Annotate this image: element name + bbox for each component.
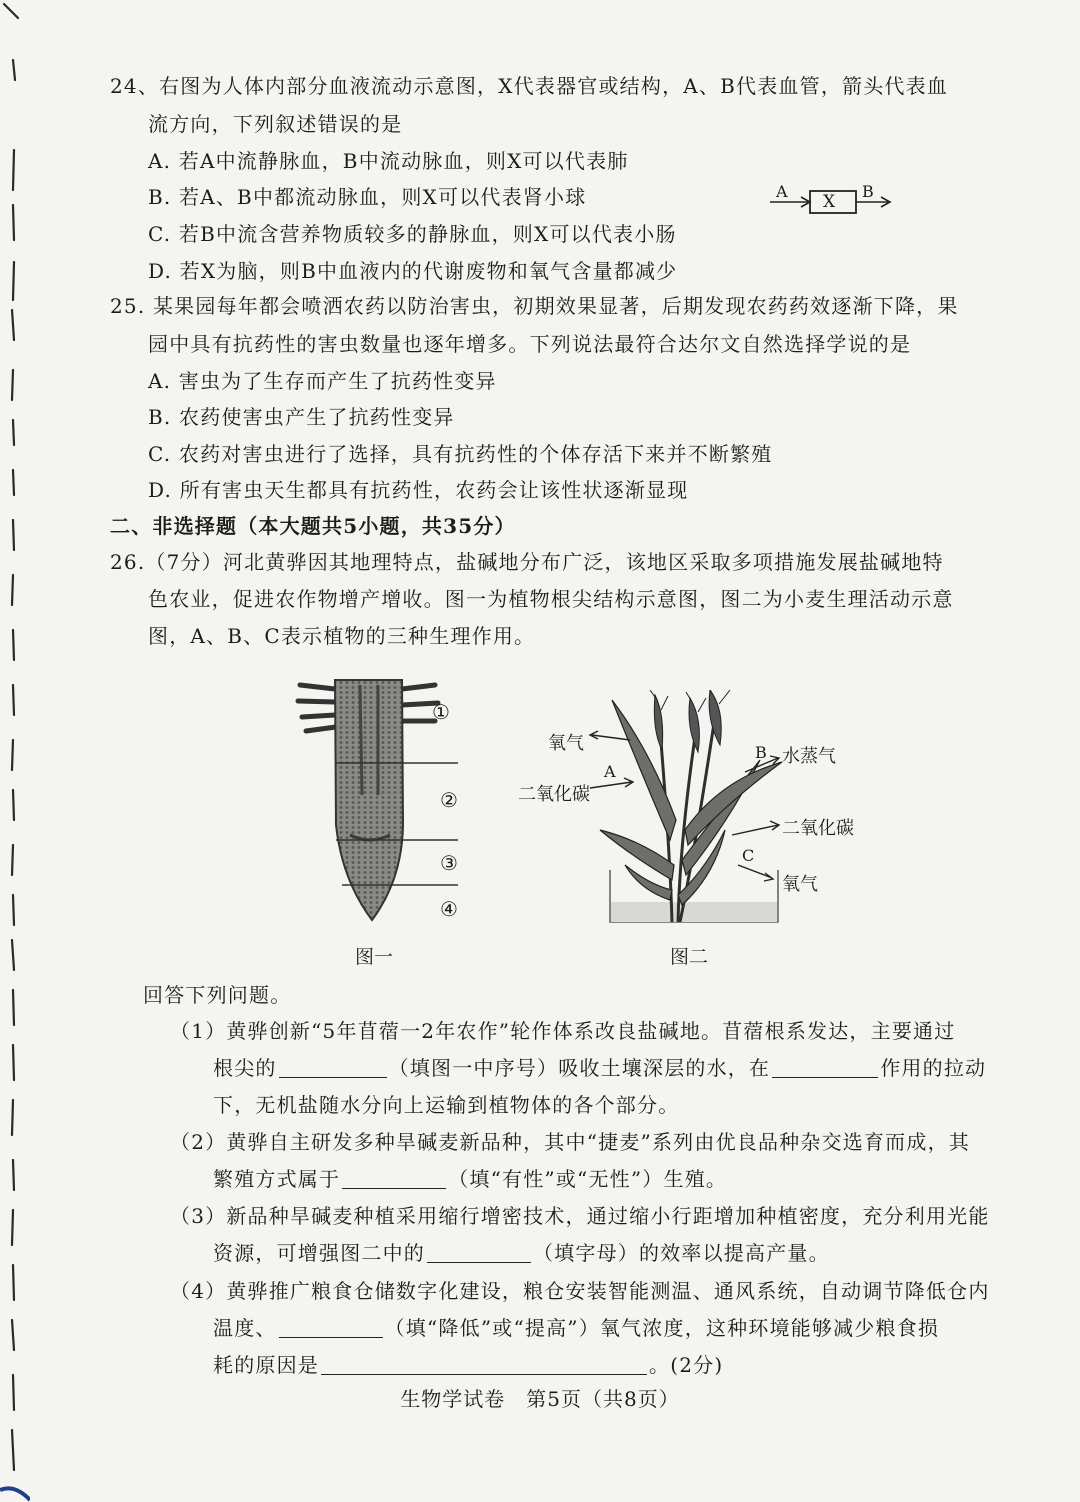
q24-stem-line1: 24、右图为人体内部分血液流动示意图，X代表器官或结构，A、B代表血管，箭头代表血 bbox=[110, 74, 949, 98]
section-heading-nonchoice: 二、非选择题（本大题共5小题，共35分） bbox=[110, 514, 516, 538]
fig2-label-c: C bbox=[742, 846, 755, 865]
diagram-label-x: X bbox=[823, 192, 836, 212]
q26-stem-line2: 色农业，促进农作物增产增收。图一为植物根尖结构示意图，图二为小麦生理活动示意 bbox=[148, 587, 954, 611]
q26-part4-line3 bbox=[213, 1351, 723, 1379]
q26-part1-text-b: （填图一中序号）吸收土壤深层的水，在 bbox=[388, 1056, 771, 1080]
figure2-caption: 图二 bbox=[670, 946, 709, 968]
q26-part2-blank[interactable] bbox=[342, 1168, 446, 1189]
fig2-label-b: B bbox=[755, 743, 767, 762]
q26-part2-text-a: 繁殖方式属于 bbox=[213, 1167, 341, 1191]
q25-stem-line1: 25. 某果园每年都会喷洒农药以防治害虫，初期效果显著，后期发现农药药效逐渐下降，果 bbox=[110, 294, 959, 318]
q26-part1-text-a: 根尖的 bbox=[213, 1056, 277, 1080]
q24-option-d: D. 若X为脑，则B中血液内的代谢废物和氧气含量都减少 bbox=[148, 259, 678, 283]
q25-stem-line2: 园中具有抗药性的害虫数量也逐年增多。下列说法最符合达尔文自然选择学说的是 bbox=[148, 332, 912, 356]
fig2-label-co2-left: 二氧化碳 bbox=[518, 784, 590, 805]
q26-part1-text-c: 作用的拉动 bbox=[880, 1056, 987, 1080]
q26-stem-line1: 26.（7分）河北黄骅因其地理特点，盐碱地分布广泛，该地区采取多项措施发展盐碱地特 bbox=[110, 550, 944, 574]
q26-part4-text-b: （填“降低”或“提高”）氧气浓度，这种环境能够减少粮食损 bbox=[384, 1316, 940, 1340]
diagram-label-b: B bbox=[862, 182, 874, 201]
q26-part1-blank-2[interactable] bbox=[772, 1057, 878, 1078]
root-zone-label-2: ② bbox=[440, 788, 458, 812]
q26-part2-text-b: （填“有性”或“无性”）生殖。 bbox=[448, 1167, 728, 1191]
q24-option-c: C. 若B中流含营养物质较多的静脉血，则X可以代表小肠 bbox=[148, 222, 677, 246]
fig2-label-water-vapor: 水蒸气 bbox=[782, 746, 836, 767]
q26-part4-line1: （4）黄骅推广粮食仓储数字化建设，粮仓安装智能测温、通风系统，自动调节降低仓内 bbox=[170, 1279, 990, 1303]
q26-part4-text-c: 耗的原因是 bbox=[213, 1353, 319, 1377]
q25-option-a: A. 害虫为了生存而产生了抗药性变异 bbox=[148, 369, 497, 393]
q26-part1-blank-1[interactable] bbox=[279, 1057, 387, 1078]
fig2-label-a: A bbox=[604, 762, 616, 781]
q26-part3-text-b: （填字母）的效率以提高产量。 bbox=[533, 1241, 830, 1265]
q24-option-b: B. 若A、B中都流动脉血，则X可以代表肾小球 bbox=[148, 185, 587, 209]
q26-part3-blank[interactable] bbox=[427, 1242, 531, 1263]
q24-stem-line2: 流方向，下列叙述错误的是 bbox=[148, 112, 403, 136]
q26-part1-line3: 下，无机盐随水分向上运输到植物体的各个部分。 bbox=[213, 1093, 680, 1117]
fig2-label-oxygen-left: 氧气 bbox=[548, 733, 584, 754]
fig2-label-oxygen-right: 氧气 bbox=[782, 874, 818, 895]
q26-part2-line1: （2）黄骅自主研发多种旱碱麦新品种，其中“捷麦”系列由优良品种杂交选育而成，其 bbox=[170, 1130, 970, 1154]
q26-part1-line1: （1）黄骅创新“5年苜蓿一2年农作”轮作体系改良盐碱地。苜蓿根系发达，主要通过 bbox=[170, 1019, 956, 1043]
q26-part4-text-d: 。(2分) bbox=[649, 1353, 724, 1377]
q25-option-d: D. 所有害虫天生都具有抗药性，农药会让该性状逐渐显现 bbox=[148, 478, 689, 502]
q26-part3-text-a: 资源，可增强图二中的 bbox=[213, 1241, 425, 1265]
q26-part2-line2 bbox=[213, 1165, 727, 1193]
q24-option-a: A. 若A中流静脉血，B中流动脉血，则X可以代表肺 bbox=[148, 149, 629, 173]
q26-part4-text-a: 温度、 bbox=[213, 1316, 277, 1340]
q26-part3-line2 bbox=[213, 1239, 830, 1267]
figure1-caption: 图一 bbox=[355, 946, 394, 968]
binding-edge-marks bbox=[0, 0, 30, 1502]
q26-part4-blank-1[interactable] bbox=[279, 1317, 383, 1338]
fig2-label-co2-right: 二氧化碳 bbox=[782, 818, 854, 839]
q25-option-c: C. 农药对害虫进行了选择，具有抗药性的个体存活下来并不断繁殖 bbox=[148, 442, 773, 466]
q25-option-b: B. 农药使害虫产生了抗药性变异 bbox=[148, 405, 455, 429]
q26-part4-blank-2[interactable] bbox=[321, 1354, 647, 1375]
root-zone-label-3: ③ bbox=[440, 851, 458, 875]
page-footer: 生物学试卷 第5页（共8页） bbox=[400, 1387, 680, 1411]
diagram-label-a: A bbox=[776, 182, 788, 201]
q26-part3-line1: （3）新品种旱碱麦种植采用缩行增密技术，通过缩小行距增加种植密度，充分利用光能 bbox=[170, 1204, 990, 1228]
q26-part1-line2 bbox=[213, 1054, 986, 1082]
q26-stem-line3: 图，A、B、C表示植物的三种生理作用。 bbox=[148, 624, 536, 648]
root-zone-label-4: ④ bbox=[440, 897, 458, 921]
root-zone-label-1: ① bbox=[432, 700, 450, 724]
q26-part4-line2 bbox=[213, 1314, 939, 1342]
answer-prompt: 回答下列问题。 bbox=[143, 983, 292, 1007]
